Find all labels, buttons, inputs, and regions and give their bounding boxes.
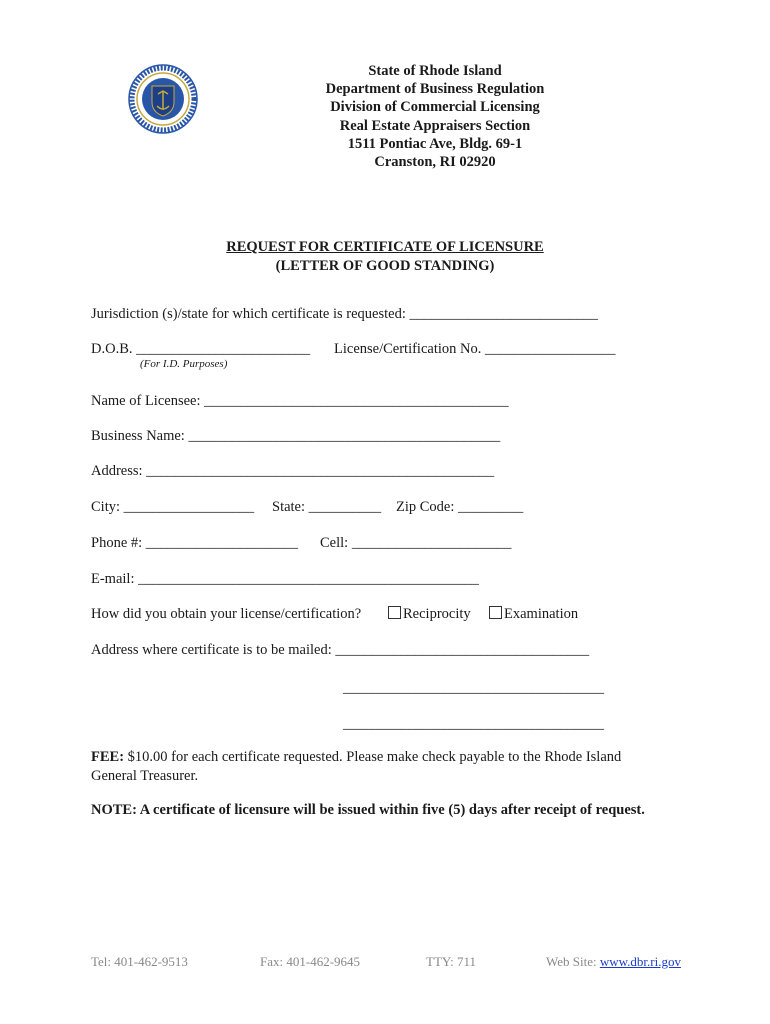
footer-tel: Tel: 401-462-9513 [91,954,188,969]
website-link[interactable]: www.dbr.ri.gov [599,954,681,969]
fee-paragraph [91,748,651,785]
examination-checkbox[interactable] [489,606,502,619]
state-field[interactable]: State: __________ [272,499,382,515]
title-line-2: (LETTER OF GOOD STANDING) [275,258,495,274]
header-state: State of Rhode Island [368,63,502,79]
title-line-1: REQUEST FOR CERTIFICATE OF LICENSURE [226,239,544,255]
mailing-address-line-3[interactable]: ____________________________________ [343,716,604,732]
website-label: Web Site: [546,954,600,969]
obtain-question: How did you obtain your license/certification? [91,606,362,622]
examination-option[interactable] [489,606,578,623]
city-field[interactable]: City: __________________ [91,499,255,515]
reciprocity-checkbox[interactable] [388,606,401,619]
licensee-name-field[interactable]: Name of Licensee: __________________________________________ [91,393,509,409]
footer-website [546,954,681,970]
examination-label: Examination [504,606,579,622]
mailing-address-line-2[interactable]: ____________________________________ [343,680,604,696]
document-title [160,238,610,276]
header-city: Cranston, RI 02920 [374,154,496,171]
reciprocity-option[interactable] [388,606,471,623]
footer-fax: Fax: 401-462-9645 [260,954,361,969]
header-section: Real Estate Appraisers Section [339,117,531,134]
header-division: Division of Commercial Licensing [330,99,540,116]
mailing-address-field[interactable]: Address where certificate is to be mailed: ___________________________________ [91,642,590,658]
state-seal-logo [128,64,198,134]
fee-text: $10.00 for each certificate requested. Please make check payable to the Rhode Island General Treasurer. [91,749,622,784]
jurisdiction-field[interactable]: Jurisdiction (s)/state for which certificate is requested: __________________________ [91,306,598,322]
header-department: Department of Business Regulation [325,81,545,98]
address-field[interactable]: Address: ________________________________________________ [91,463,495,479]
dob-field[interactable]: D.O.B. ________________________ [91,341,311,357]
header-street: 1511 Pontiac Ave, Bldg. 69-1 [347,135,523,152]
zip-field[interactable]: Zip Code: _________ [396,499,524,515]
email-field[interactable]: E-mail: _______________________________________________ [91,571,479,587]
footer-tty: TTY: 711 [426,954,476,969]
dob-note: (For I.D. Purposes) [140,358,228,370]
license-number-field[interactable]: License/Certification No. __________________ [334,341,616,357]
fee-label: FEE: [91,749,125,765]
processing-note: NOTE: A certificate of licensure will be issued within five (5) days after receipt of request. [91,802,645,818]
cell-field[interactable]: Cell: ______________________ [320,535,512,551]
reciprocity-label: Reciprocity [403,606,471,622]
business-name-field[interactable]: Business Name: ___________________________________________ [91,428,501,444]
phone-field[interactable]: Phone #: _____________________ [91,535,299,551]
agency-header [290,62,580,171]
